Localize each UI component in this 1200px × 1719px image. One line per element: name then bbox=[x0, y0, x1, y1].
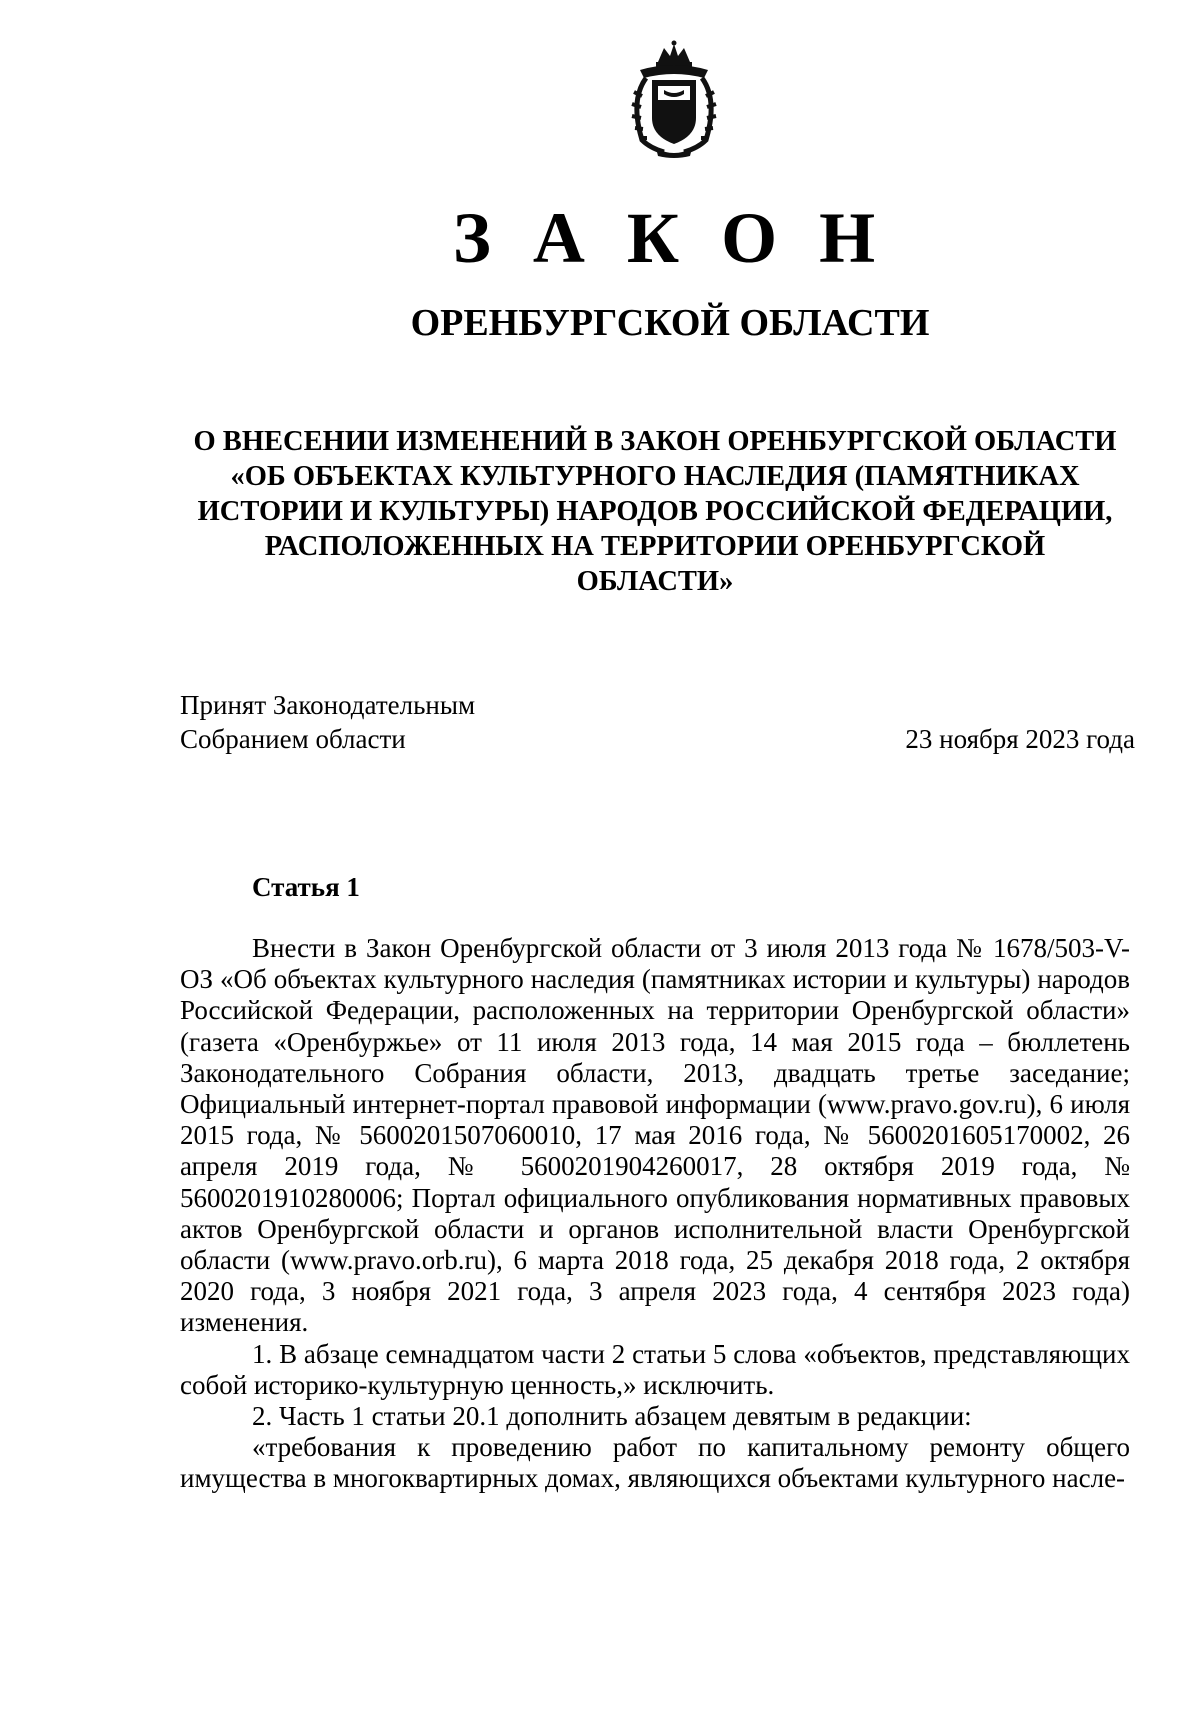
coat-of-arms-emblem bbox=[620, 40, 728, 160]
article-paragraph: «требования к проведению работ по капитальному ремонту общего имущества в многоквартирных домах, являющихся объектами культурного насле- bbox=[180, 1432, 1130, 1494]
adoption-note bbox=[180, 688, 475, 756]
article-paragraph: 2. Часть 1 статьи 20.1 дополнить абзацем девятым в редакции: bbox=[252, 1401, 972, 1432]
article-paragraph: 1. В абзаце семнадцатом части 2 статьи 5 слова «объектов, представляющих собой историко-культурную ценность,» исключить. bbox=[180, 1338, 1130, 1400]
law-name-line: ИСТОРИИ И КУЛЬТУРЫ) НАРОДОВ РОССИЙСКОЙ ФЕДЕРАЦИИ, bbox=[197, 496, 1113, 527]
adoption-line: Собранием области bbox=[180, 724, 406, 754]
law-name bbox=[180, 424, 1130, 599]
law-name-line: РАСПОЛОЖЕННЫХ НА ТЕРРИТОРИИ ОРЕНБУРГСКОЙ bbox=[264, 531, 1046, 562]
article-body bbox=[180, 933, 1130, 1495]
article-paragraph: Внести в Закон Оренбургской области от 3 июля 2013 года № 1678/503-V-ОЗ «Об объектах культурного наследия (памятниках истории и культуры) народов Российской Федерации, расположенных на территории Оренбургской области» (газета «Оренбуржье» от 11 июля 2013 года, 14 мая 2015 года – бюллетень Законодательного Собрания области, 2013, двадцать третье заседание; Официальный интернет-портал правовой информации (www.pravo.gov.ru), 6 июля 2015 года, № 5600201507060010, 17 мая 2016 года, № 5600201605170002, 26 апреля 2019 года, № 5600201904260017, 28 октября 2019 года, № 5600201910280006; Портал официального опубликования нормативных правовых актов Оренбургской области и органов исполнительной власти Оренбургской области (www.pravo.orb.ru), 6 марта 2018 года, 25 декабря 2018 года, 2 октября 2020 года, 3 ноября 2021 года, 3 апреля 2023 года, 4 сентября 2023 года) изменения. bbox=[180, 933, 1130, 1338]
article-heading: Статья 1 bbox=[252, 872, 360, 902]
region-title: ОРЕНБУРГСКОЙ ОБЛАСТИ bbox=[410, 302, 930, 344]
adoption-date: 23 ноября 2023 года bbox=[905, 724, 1135, 754]
adoption-line: Принят Законодательным bbox=[180, 690, 476, 720]
law-name-line: О ВНЕСЕНИИ ИЗМЕНЕНИЙ В ЗАКОН ОРЕНБУРГСКОЙ ОБЛАСТИ bbox=[193, 426, 1117, 457]
law-name-line: «ОБ ОБЪЕКТАХ КУЛЬТУРНОГО НАСЛЕДИЯ (ПАМЯТНИКАХ bbox=[230, 461, 1080, 492]
law-name-line: ОБЛАСТИ» bbox=[576, 566, 734, 597]
document-title: З А К О Н bbox=[452, 198, 888, 278]
